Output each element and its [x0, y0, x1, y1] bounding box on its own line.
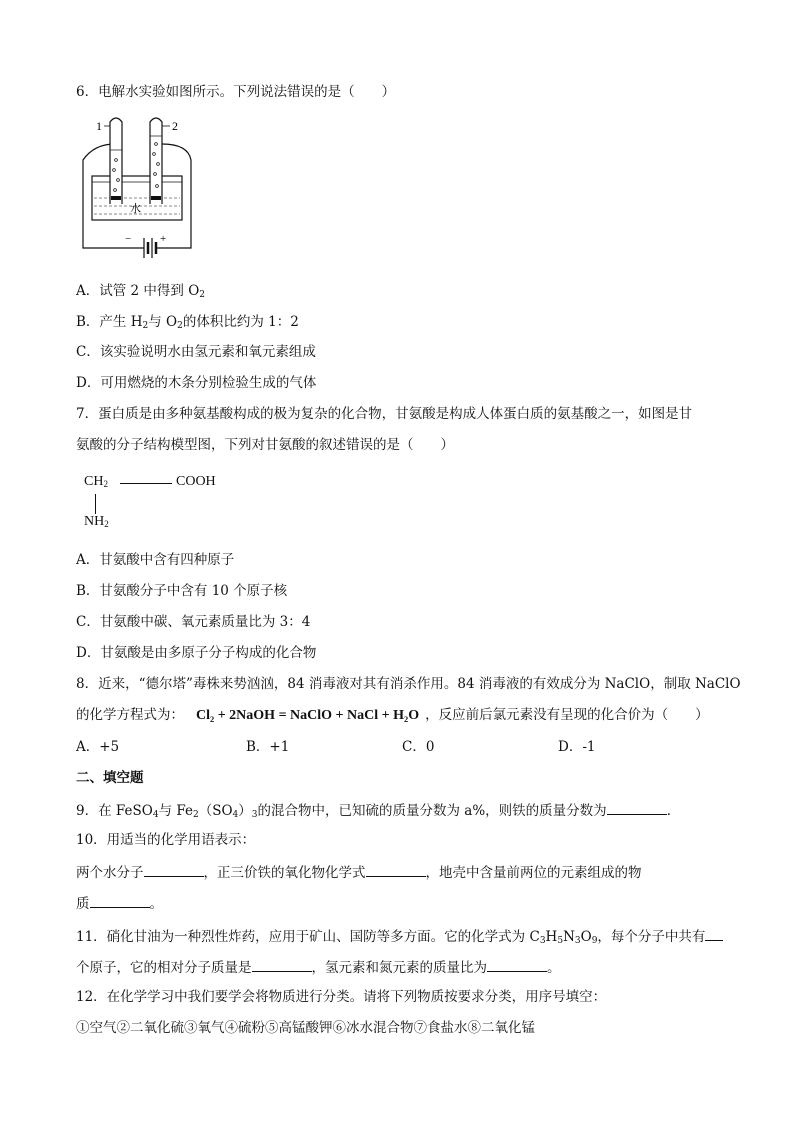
- q9-stem: 9．在 FeSO$_4$与 $Fe_2(SO_4)_3$的混合物中，已知硫的质量分数为 a%，则铁的质量分数为 ．: [76, 800, 680, 820]
- bond-horizontal: [120, 483, 172, 484]
- tube-2-label: 2: [172, 119, 178, 133]
- q6-option-c: C．该实验说明水由氢元素和氧元素组成: [76, 344, 316, 360]
- q6-stem: 6．电解水实验如图所示。下列说法错误的是（ ）: [76, 84, 396, 100]
- q8-option-c: C．0: [402, 739, 435, 755]
- plus-sign: +: [160, 233, 167, 245]
- bond-vertical: [95, 494, 96, 514]
- ch2-group: $CH_2$: [84, 474, 108, 489]
- q10-line2: 两个水分子 ，正三价铁的氧化物化学式 ，地壳中含量前两位的元素组成的物: [76, 862, 642, 882]
- tube-1-label: 1: [96, 119, 102, 133]
- cooh-group: COOH: [176, 474, 216, 489]
- q10-line3: 质 。: [76, 893, 163, 913]
- q11-blank-3[interactable]: [487, 957, 547, 972]
- minus-sign: −: [125, 233, 132, 245]
- q12-stem: 12．在化学学习中我们要学会将物质进行分类。请将下列物质按要求分类，用序号填空：: [76, 989, 607, 1005]
- q8-options: [76, 738, 716, 756]
- section-title: 二、填空题: [76, 770, 144, 786]
- q7-option-c: C．甘氨酸中碳、氧元素质量比为 3：4: [76, 614, 311, 630]
- q12-items: ①空气②二氧化硫③氧气④硫粉⑤高锰酸钾⑥冰水混合物⑦食盐水⑧二氧化锰: [76, 1020, 535, 1036]
- q10-blank-3[interactable]: [90, 893, 150, 908]
- q7-option-b: B．甘氨酸分子中含有 10 个原子核: [76, 583, 288, 599]
- q11-stem: 11．硝化甘油为一种烈性炸药，应用于矿山、国防等多方面。它的化学式为 $C_3H_5N_3O_9$，每个分子中共有: [76, 926, 723, 946]
- glycine-structure: [84, 474, 244, 534]
- q11-line2: 个原子，它的相对分子质量是 ，氢元素和氮元素的质量比为 。: [76, 957, 561, 977]
- q7-option-d: D．甘氨酸是由多原子分子构成的化合物: [76, 645, 317, 661]
- q7-option-a: A．甘氨酸中含有四种原子: [76, 552, 235, 568]
- q8-option-a: A．+5: [76, 739, 120, 755]
- q11-blank-2[interactable]: [252, 957, 312, 972]
- q7-stem-line1: 7．蛋白质是由多种氨基酸构成的极为复杂的化合物，甘氨酸是构成人体蛋白质的氨基酸之一，如图是甘: [76, 406, 693, 422]
- q8-option-d: D．-1: [558, 739, 596, 755]
- q10-blank-2[interactable]: [366, 862, 426, 877]
- q6-option-d: D．可用燃烧的木条分别检验生成的气体: [76, 375, 317, 391]
- q7-stem-line2: 氨酸的分子结构模型图，下列对甘氨酸的叙述错误的是（ ）: [76, 437, 454, 453]
- q10-blank-1[interactable]: [144, 862, 204, 877]
- q8-stem-line2: 的化学方程式为： Cl₂ + 2NaOH = NaClO + NaCl + H₂O ，反应前后氯元素没有呈现的化合价为（ ）: [76, 707, 709, 723]
- q11-blank-1[interactable]: [705, 926, 723, 941]
- q9-answer-blank[interactable]: [607, 800, 667, 815]
- nh2-group: $NH_2$: [84, 514, 109, 529]
- q8-equation: Cl₂ + 2NaOH = NaClO + NaCl + H₂O: [196, 708, 420, 723]
- q6-option-a: A．试管 2 中得到 $O_2$: [76, 283, 206, 300]
- q8-stem-line1: 8．近来，“德尔塔”毒株来势汹汹，84 消毒液对其有消杀作用。84 消毒液的有效成分为 NaClO，制取 NaClO: [76, 676, 741, 692]
- water-label: 水: [130, 203, 141, 215]
- q8-option-b: B．+1: [246, 739, 290, 755]
- q6-option-b: B．产生 $H_2$与 $O_2$的体积比约为 1：2: [76, 314, 299, 331]
- electrolysis-diagram: [80, 110, 210, 260]
- q10-stem: 10．用适当的化学用语表示：: [76, 832, 256, 848]
